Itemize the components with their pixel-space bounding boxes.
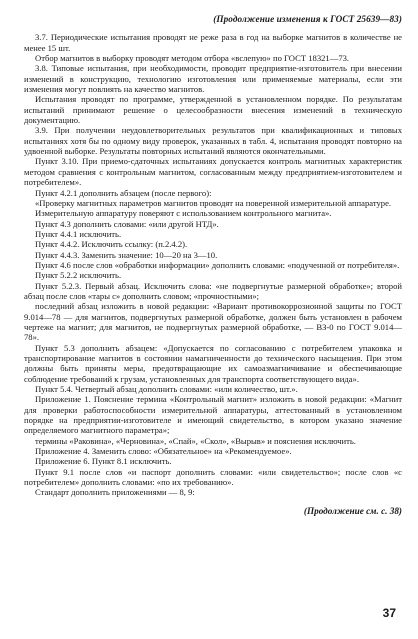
document-paragraph: термины «Раковина», «Черновина», «Спай», «Скол», «Вырыв» и пояснения исключить. — [35, 435, 356, 446]
document-paragraph: Пункт 9.1 после слов «и паспорт дополнить словами: «или свидетельство»; после слов «с потребителем» дополнить словами: «по их требованию». — [24, 466, 402, 488]
document-paragraph: Пункт 4.2.1 дополнить абзацем (после первого): — [35, 187, 212, 198]
document-body — [24, 32, 402, 497]
document-paragraph: 3.8. Типовые испытания, при необходимости, проводит предприятие-изготовитель при внесении изменений в конструкцию, технологию изготовления или применяемые материалы, если эти изменения могут повлиять на качество магнитов. — [24, 63, 402, 95]
page-number: 37 — [382, 606, 396, 620]
document-paragraph: Пункт 4.4.3. Заменить значение: 10—20 на 3—10. — [35, 249, 218, 260]
document-paragraph: Пункт 4.6 после слов «обработки информации» дополнить словами: «подученной от потребителя». — [35, 259, 400, 270]
continuation-footer: (Продолжение см. с. 38) — [303, 505, 402, 516]
document-paragraph: Пункт 4.4.1 исключить. — [35, 228, 122, 239]
document-paragraph: 3.7. Периодические испытания проводят не реже раза в год на выборке магнитов в количестве не менее 15 шт. — [24, 32, 402, 53]
document-paragraph: «Проверку магнитных параметров магнитов проводят на поверенной измерительной аппаратуре. — [35, 197, 392, 208]
document-paragraph: Приложение 1. Пояснение термина «Контрольный магнит» изложить в новой редакции: «Магнит для проверки работоспособности измерительной аппаратуры, аттестованный в установленном порядке на предприятии-изготовителе и имеющий свидетельство, в котором указано значение определяемого магнитного параметра»; — [24, 394, 402, 436]
document-paragraph: Пункт 5.3 дополнить абзацем: «Допускается по согласованию с потребителем упаковка и транспортирование магнитов в состоянии намагниченности до технического насыщения. При этом должны быть приняты меры, предотвращающие их самоазмагничивание и обеспечивающие соблюдение требований к грузам, установленных для транспорта соответствующего вида». — [24, 342, 402, 384]
document-paragraph: Пункт 5.2.3. Первый абзац. Исключить слова: «не подвергнутые размерной обработке»; второй абзац после слов «тары с» дополнить словом; «прочностными»; — [24, 280, 402, 301]
document-paragraph: Пункт 5.4. Четвертый абзац дополнить словами: «или количество, шт.». — [35, 384, 298, 395]
document-paragraph: Пункт 4.3 дополнить словами: «или другой НТД». — [35, 218, 219, 229]
document-paragraph: Стандарт дополнить приложениями — 8, 9: — [35, 487, 195, 498]
document-paragraph: последний абзац изложить в новой редакции: «Вариант противокоррозионной защиты по ГОСТ 9.014—78 — для магнитов, подвергнутых размерной обработке, должен быть установлен в рабочем чертеже на магнит; для магнитов, не подвергнутых размерной обработке, — ВЗ-0 по ГОСТ 9.014—78». — [24, 301, 402, 343]
continuation-header: (Продолжение изменения к ГОСТ 25639—83) — [213, 14, 402, 24]
document-paragraph: Приложение 4. Заменить слово: «Обязательное» на «Рекомендуемое». — [35, 446, 292, 457]
document-paragraph: Пункт 3.10. При приемо-сдаточных испытаниях допускается контроль магнитных характеристик методом сравнения с контрольным магнитом, согласованным между предприятием-изготовителем и потребителем». — [24, 156, 402, 188]
document-paragraph: Испытания проводят по программе, утвержденной в установленном порядке. По результатам испытаний принимают решение о целесообразности внесения изменений в техническую документацию. — [24, 94, 402, 126]
document-paragraph: Измерительную аппаратуру поверяют с использованием контрольного магнита». — [35, 208, 332, 219]
document-paragraph: Приложение 6. Пункт 8.1 исключить. — [35, 456, 172, 467]
document-paragraph: Пункт 5.2.2 исключить. — [35, 270, 122, 281]
document-paragraph: 3.9. При получении неудовлетворительных результатов при квалификационных и типовых испытаниях хотя бы по одному виду проверок, указанных в табл. 4, испытания проводят повторно на удвоенной выборке. Результаты повторных испытаний являются окончательными. — [24, 125, 402, 157]
document-paragraph: Отбор магнитов в выборку проводят методом отбора «вслепую» по ГОСТ 18321—73. — [35, 53, 350, 64]
document-paragraph: Пункт 4.4.2. Исключить ссылку: (п.2.4.2). — [35, 239, 188, 250]
